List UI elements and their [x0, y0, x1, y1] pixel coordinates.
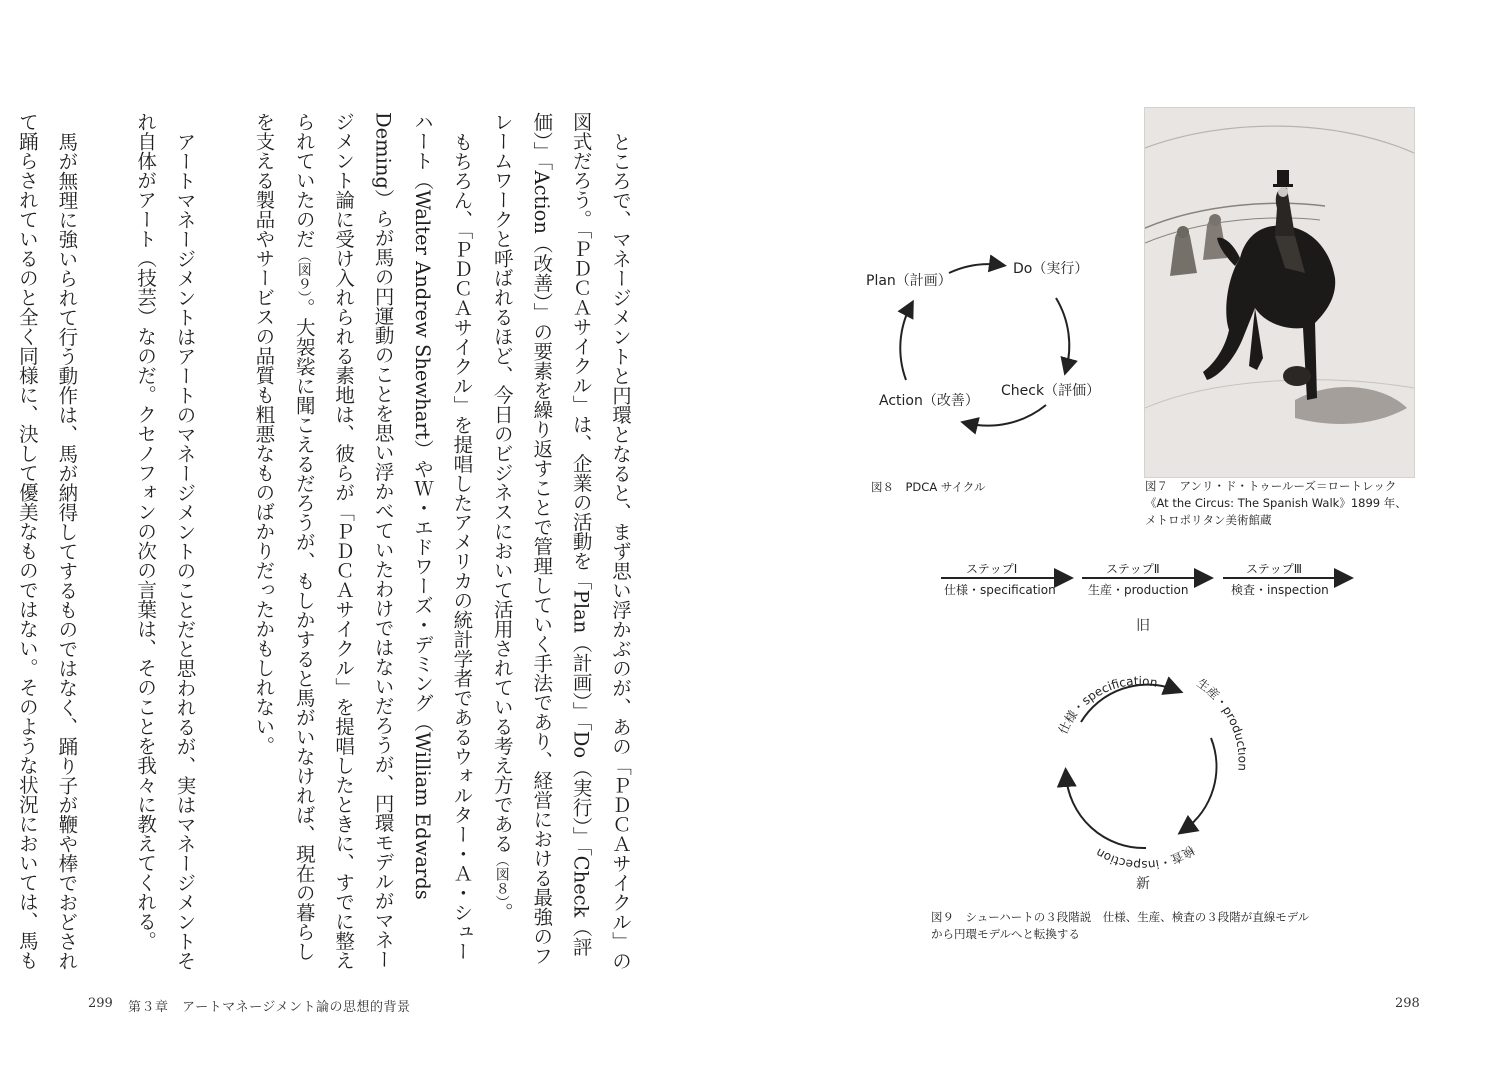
step1-title: ステップⅠ — [966, 562, 1018, 576]
paragraph-spacer-2 — [86, 112, 125, 972]
quotation: 馬が無理に強いられて行う動作は、馬が納得してするものではなく、踊り子が鞭や棒でおどされて踊らされているのと全く同様に、決して優美なものではない。そのような状況においては、馬も — [15, 112, 79, 970]
old-model-label: 旧 — [1136, 618, 1150, 634]
cycle-label-inspection: 検査・inspection — [1093, 842, 1198, 873]
step1-label: 仕様・specification — [944, 583, 1056, 597]
vertical-body-text — [15, 112, 640, 972]
cycle-label-production: 生産・produ — [1194, 675, 1246, 743]
fig7-caption-line3: メトロポリタン美術館蔵 — [1145, 513, 1272, 527]
page-number-left: 299 — [88, 996, 113, 1011]
fig9-caption — [931, 909, 1391, 943]
figure-ref-8: （図８） — [493, 853, 510, 903]
paragraph-spacer — [205, 112, 244, 972]
pdca-label-action: Action（改善） — [879, 393, 979, 409]
fig7-caption-line2: 《At the Circus: The Spanish Walk》1899 年、 — [1145, 496, 1407, 510]
right-page — [751, 0, 1502, 1065]
step2-title: ステップⅡ — [1106, 562, 1160, 576]
step3-title: ステップⅢ — [1246, 562, 1303, 576]
svg-text:仕様・specification — [1055, 674, 1159, 736]
pdca-cycle-diagram — [851, 230, 1111, 440]
figure-ref-9: （図９） — [295, 248, 312, 298]
pdca-label-check: Check（評価） — [1001, 383, 1101, 399]
fig8-caption: 図８ PDCA サイクル — [871, 480, 986, 494]
svg-text:生産・production — [1194, 675, 1246, 771]
pdca-label-do: Do（実行） — [1013, 261, 1089, 277]
pdca-label-plan: Plan（計画） — [866, 273, 952, 289]
paragraph-2: もちろん、「ＰＤＣＡサイクル」を提唱したアメリカの統計学者であるウォルター・Ａ・シューハート（Walter Andrew Shewhart）やＷ・エドワーズ・デミング（William Edwards Deming）らが馬の円運動のことを思い浮かべていたわけではないだろうが、円環モデルがマネージメント論に受け入れられる素地は、彼らが「ＰＤＣＡサイクル」を提唱したときに、すでに整えられていたのだ（図９）。大袈裟に聞こえるだろうが、もしかすると馬がいなければ、現在の暮らしを支える製品やサービスの品質も粗悪なものばかりだったかもしれない。 — [252, 112, 474, 970]
cycle-label-spec: 仕様・specification — [1055, 673, 1159, 737]
new-model-label: 新 — [1136, 876, 1150, 892]
paragraph-1: ところで、マネージメントと円環となると、まず思い浮かぶのが、あの「ＰＤＣＡサイクル」の図式だろう。「ＰＤＣＡサイクル」は、企業の活動を「Plan（計画）」「Do（実行）」「Check（評価）」「Action（改善）」の要素を繰り返すことで管理していく手法であり、経営における最強のフレームワークと呼ばれるほど、今日のビジネスにおいて活用されている考え方である（図８）。 — [490, 112, 632, 970]
running-head: 第３章 アートマネージメント論の思想的背景 — [128, 1000, 411, 1015]
step3-label: 検査・inspection — [1231, 583, 1329, 597]
lautrec-painting-image — [1144, 107, 1415, 478]
fig7-caption-line1: 図７ アンリ・ド・トゥールーズ＝ロートレック — [1145, 479, 1397, 493]
step2-label: 生産・production — [1088, 583, 1189, 597]
page-number-right: 298 — [1395, 996, 1420, 1011]
fig9-caption-line1: 図９ シューハートの３段階説 仕様、生産、検査の３段階が直線モデル — [931, 910, 1310, 924]
circular-steps-diagram — [1036, 650, 1246, 900]
fig7-caption — [1145, 478, 1445, 529]
paragraph-3: アートマネージメントはアートのマネージメントのことだと思われるが、実はマネージメントそれ自体がアート（技芸）なのだ。クセノフォンの次の言葉は、そのことを我々に教えてくれる。 — [134, 112, 197, 970]
fig9-caption-line2: から円環モデルへと転換する — [931, 927, 1080, 941]
